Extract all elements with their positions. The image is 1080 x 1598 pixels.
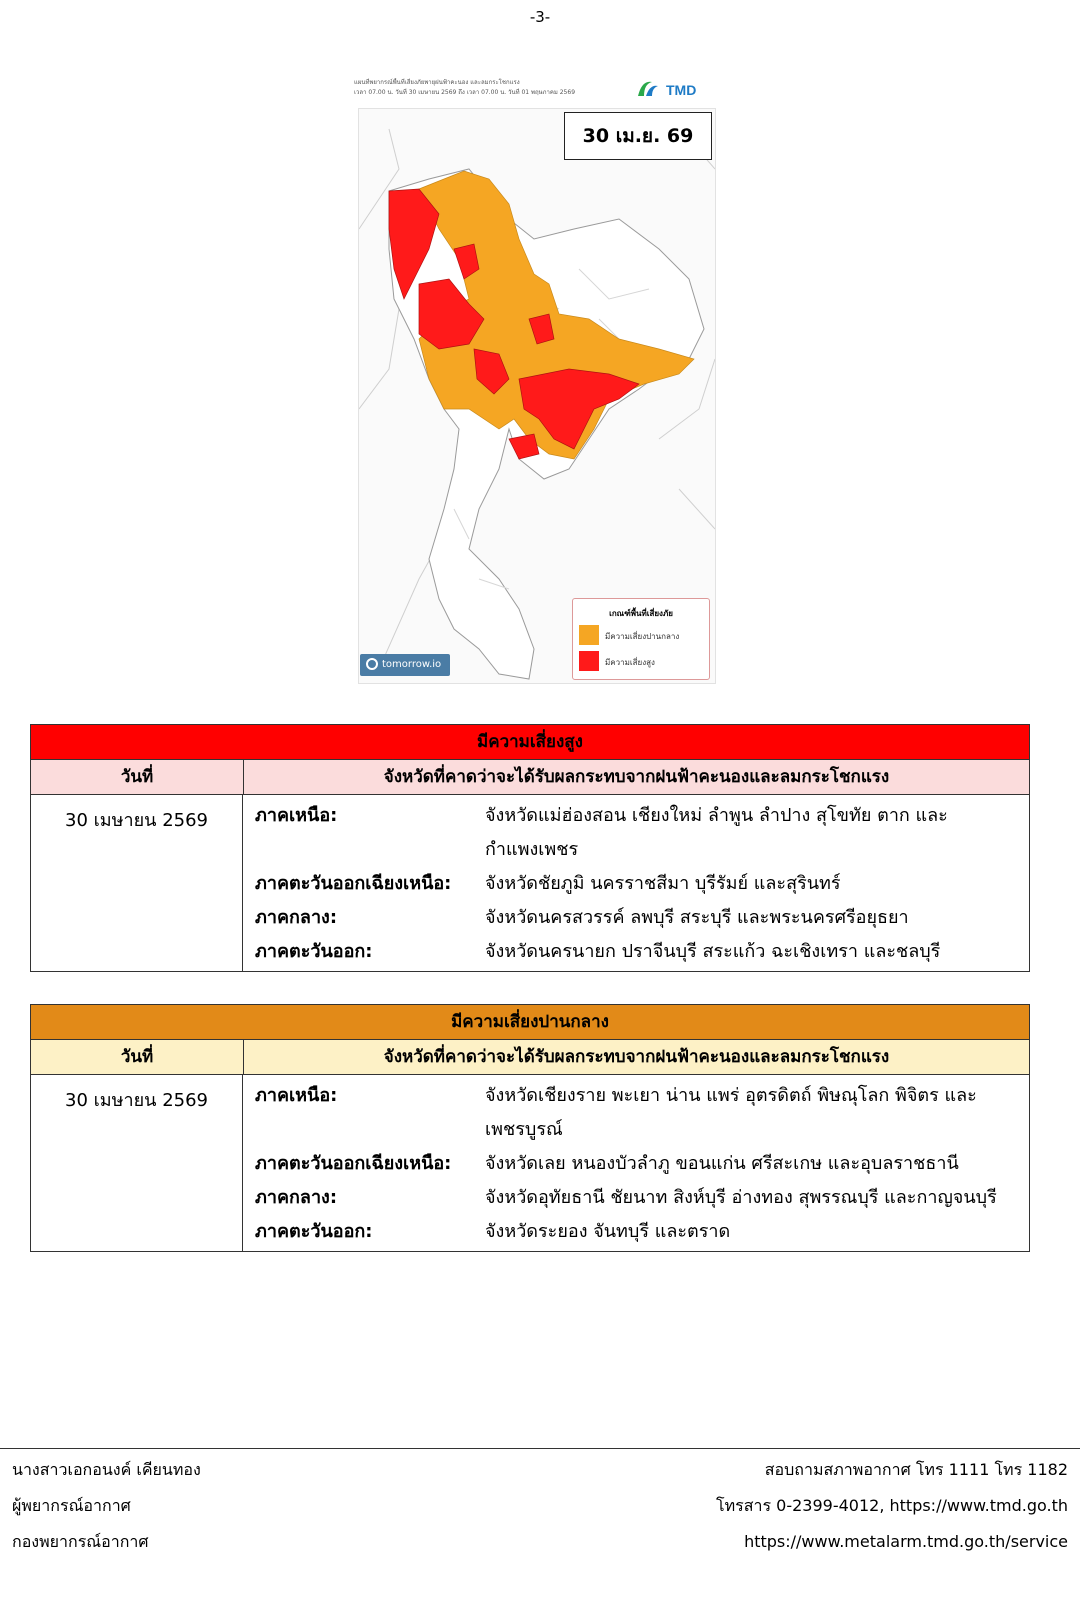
contact-phone: สอบถามสภาพอากาศ โทร 1111 โทร 1182 <box>764 1460 1068 1479</box>
legend-item-moderate <box>579 625 703 647</box>
region-name: ภาคกลาง: <box>255 907 338 928</box>
medium-risk-col-date: วันที่ <box>31 1040 244 1074</box>
high-risk-region-northeast <box>255 867 1029 901</box>
medium-risk-row <box>31 1075 1029 1251</box>
map-date-label: 30 เม.ย. 69 <box>564 112 712 160</box>
page-number: -3- <box>529 8 551 26</box>
contact-service-link[interactable]: https://www.metalarm.tmd.go.th/service <box>744 1532 1068 1551</box>
region-name: ภาคตะวันออก: <box>255 941 373 962</box>
region-name: ภาคตะวันออก: <box>255 1221 373 1242</box>
region-provinces: จังหวัดเลย หนองบัวลำภู ขอนแก่น ศรีสะเกษ และอุบลราชธานี <box>485 1153 959 1174</box>
legend-item-high <box>579 651 703 673</box>
footer-contact <box>716 1452 1068 1560</box>
region-name: ภาคตะวันออกเฉียงเหนือ: <box>255 873 452 894</box>
medium-risk-header-row <box>31 1040 1029 1075</box>
region-provinces: จังหวัดระยอง จันทบุรี และตราด <box>485 1221 731 1242</box>
region-provinces: จังหวัดเชียงราย พะเยา น่าน แพร่ อุตรดิตถ์ พิษณุโลก พิจิตร และเพชรบูรณ์ <box>485 1085 977 1140</box>
legend-swatch-high <box>579 651 599 671</box>
high-risk-row <box>31 795 1029 971</box>
tomorrow-logo-text: tomorrow.io <box>382 659 442 670</box>
contact-fax-website[interactable]: โทรสาร 0-2399-4012, https://www.tmd.go.th <box>716 1496 1068 1515</box>
map-header-line-1: แผนที่พยากรณ์พื้นที่เสี่ยงภัยพายุฝนฟ้าคะนอง และลมกระโชกแรง <box>354 79 520 86</box>
medium-risk-region-central <box>255 1181 1029 1215</box>
region-name: ภาคเหนือ: <box>255 1085 338 1106</box>
footer-divider <box>0 1448 1080 1449</box>
tmd-logo <box>632 76 712 102</box>
tomorrow-icon <box>366 658 378 670</box>
legend-title: เกณฑ์พื้นที่เสี่ยงภัย <box>609 609 673 618</box>
high-risk-title: มีความเสี่ยงสูง <box>31 725 1029 760</box>
region-provinces: จังหวัดแม่ฮ่องสอน เชียงใหม่ ลำพูน ลำปาง สุโขทัย ตาก และกำแพงเพชร <box>485 805 948 860</box>
region-name: ภาคกลาง: <box>255 1187 338 1208</box>
region-provinces: จังหวัดนครสวรรค์ ลพบุรี สระบุรี และพระนครศรีอยุธยา <box>485 907 909 928</box>
high-risk-date: 30 เมษายน 2569 <box>31 795 243 971</box>
region-provinces: จังหวัดอุทัยธานี ชัยนาท สิงห์บุรี อ่างทอง สุพรรณบุรี และกาญจนบุรี <box>485 1187 997 1208</box>
region-provinces: จังหวัดนครนายก ปราจีนบุรี สระแก้ว ฉะเชิงเทรา และชลบุรี <box>485 941 941 962</box>
high-risk-col-date: วันที่ <box>31 760 244 794</box>
medium-risk-col-provinces: จังหวัดที่คาดว่าจะได้รับผลกระทบจากฝนฟ้าคะนองและลมกระโชกแรง <box>383 1047 890 1067</box>
forecaster-name: นางสาวเอกอนงค์ เคียนทอง <box>12 1460 201 1479</box>
legend-label-high: มีความเสี่ยงสูง <box>605 658 655 667</box>
map-header-line-2: เวลา 07.00 น. วันที่ 30 เมษายน 2569 ถึง เวลา 07.00 น. วันที่ 01 พฤษภาคม 2569 <box>354 89 576 96</box>
legend-label-moderate: มีความเสี่ยงปานกลาง <box>605 632 680 641</box>
high-risk-region-central <box>255 901 1029 935</box>
high-risk-regions <box>243 795 1029 971</box>
thailand-map-graphic <box>359 109 715 683</box>
high-risk-region-north <box>255 799 1029 867</box>
high-risk-table <box>30 724 1030 972</box>
medium-risk-region-north <box>255 1079 1029 1147</box>
medium-risk-region-northeast <box>255 1147 1029 1181</box>
forecaster-position: ผู้พยากรณ์อากาศ <box>12 1496 131 1515</box>
high-risk-col-provinces: จังหวัดที่คาดว่าจะได้รับผลกระทบจากฝนฟ้าคะนองและลมกระโชกแรง <box>383 767 890 787</box>
footer-forecaster <box>12 1452 201 1560</box>
high-risk-region-east <box>255 935 1029 969</box>
high-risk-header-row <box>31 760 1029 795</box>
medium-risk-region-east <box>255 1215 1029 1249</box>
medium-risk-table <box>30 1004 1030 1252</box>
map-legend <box>572 598 710 680</box>
region-name: ภาคเหนือ: <box>255 805 338 826</box>
region-provinces: จังหวัดชัยภูมิ นครราชสีมา บุรีรัมย์ และสุรินทร์ <box>485 873 841 894</box>
medium-risk-regions <box>243 1075 1029 1251</box>
medium-risk-title: มีความเสี่ยงปานกลาง <box>31 1005 1029 1040</box>
map-header <box>354 78 634 98</box>
forecaster-division: กองพยากรณ์อากาศ <box>12 1532 149 1551</box>
legend-swatch-moderate <box>579 625 599 645</box>
tmd-logo-text: TMD <box>666 82 697 98</box>
medium-risk-date: 30 เมษายน 2569 <box>31 1075 243 1251</box>
region-name: ภาคตะวันออกเฉียงเหนือ: <box>255 1153 452 1174</box>
tomorrow-logo <box>360 654 450 676</box>
risk-map-figure <box>350 70 722 686</box>
